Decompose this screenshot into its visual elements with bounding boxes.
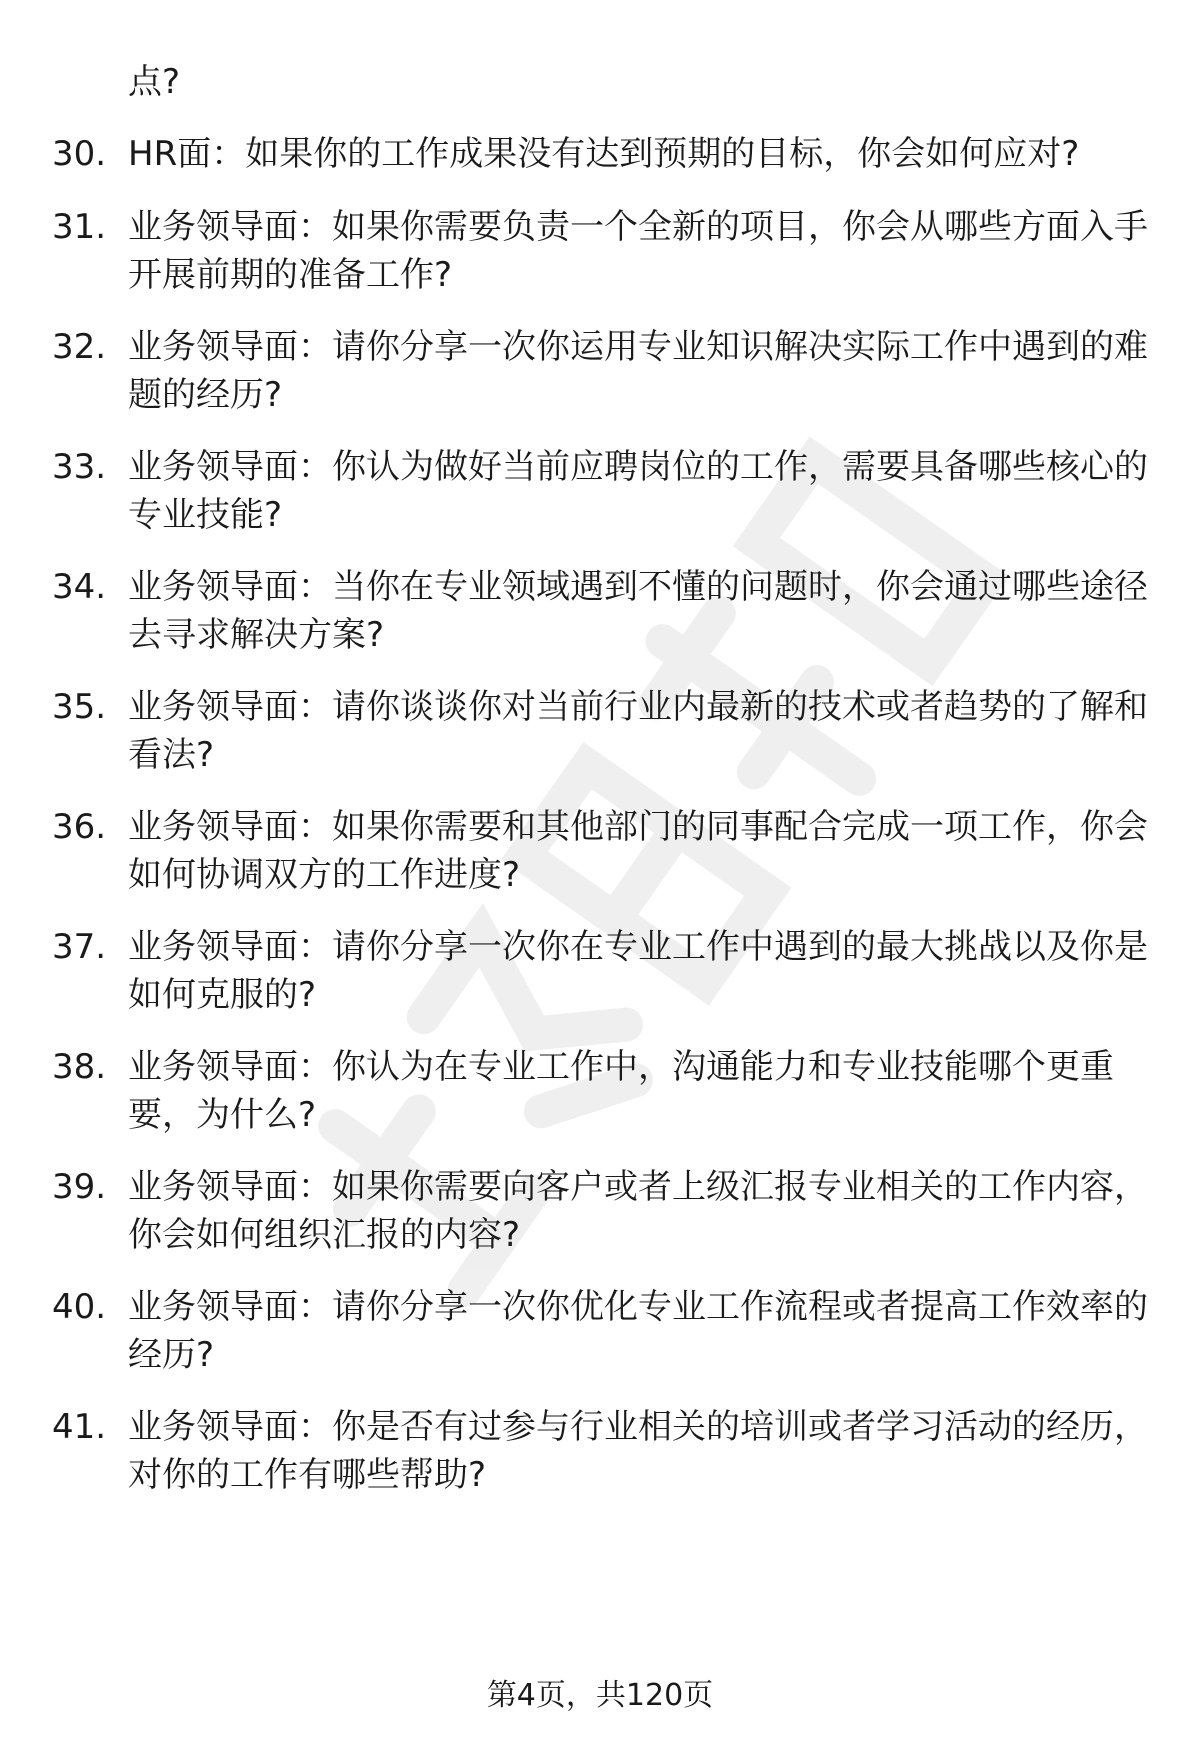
question-text: 业务领导面：如果你需要和其他部门的同事配合完成一项工作，你会如何协调双方的工作进度?	[128, 807, 1148, 895]
question-text: 业务领导面：当你在专业领域遇到不懂的问题时，你会通过哪些途径去寻求解决方案?	[128, 567, 1148, 655]
question-number: 39.	[52, 1167, 107, 1207]
question-text: 业务领导面：你是否有过参与行业相关的培训或者学习活动的经历，对你的工作有哪些帮助?	[128, 1407, 1148, 1495]
continuation-text: 点?	[128, 62, 181, 102]
question-text: 业务领导面：如果你需要负责一个全新的项目，你会从哪些方面入手开展前期的准备工作?	[128, 207, 1148, 295]
question-number: 38.	[52, 1047, 107, 1087]
question-text: 业务领导面：你认为在专业工作中，沟通能力和专业技能哪个更重要，为什么?	[128, 1047, 1114, 1135]
question-number: 41.	[52, 1407, 107, 1447]
question-number: 35.	[52, 687, 107, 727]
page-footer: 第4页，共120页	[486, 1678, 714, 1713]
question-text: 业务领导面：如果你需要向客户或者上级汇报专业相关的工作内容，你会如何组织汇报的内容?	[128, 1167, 1148, 1255]
question-number: 34.	[52, 567, 107, 607]
question-number: 37.	[52, 927, 107, 967]
question-text: 业务领导面：请你分享一次你在专业工作中遇到的最大挑战以及你是如何克服的?	[128, 927, 1148, 1015]
question-number: 40.	[52, 1287, 107, 1327]
question-text: 业务领导面：你认为做好当前应聘岗位的工作，需要具备哪些核心的专业技能?	[128, 447, 1148, 535]
question-number: 32.	[52, 327, 107, 367]
question-number: 31.	[52, 207, 107, 247]
question-text: 业务领导面：请你分享一次你运用专业知识解决实际工作中遇到的难题的经历?	[128, 327, 1148, 415]
question-number: 33.	[52, 447, 107, 487]
question-text: 业务领导面：请你分享一次你优化专业工作流程或者提高工作效率的经历?	[128, 1287, 1148, 1375]
question-number: 30.	[52, 134, 107, 174]
question-number: 36.	[52, 807, 107, 847]
question-text: HR面：如果你的工作成果没有达到预期的目标，你会如何应对?	[128, 134, 1080, 174]
question-text: 业务领导面：请你谈谈你对当前行业内最新的技术或者趋势的了解和看法?	[128, 687, 1148, 775]
